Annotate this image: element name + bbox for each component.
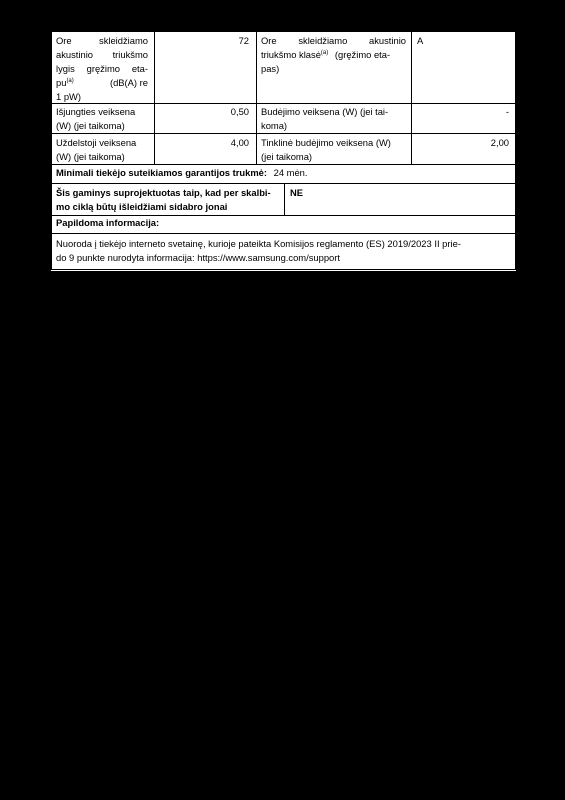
networked-standby-label: Tinklinė budėjimo veiksena (W)	[261, 137, 391, 148]
silver-ions-value: NE	[290, 187, 304, 198]
noise-level-label-line: lygis gręžimo eta-	[56, 63, 148, 74]
noise-level-label-line	[56, 76, 74, 90]
delay-start-label: Uždelstoji veiksena	[56, 137, 137, 148]
delay-start-label: (W) (jei taikoma)	[56, 151, 125, 162]
noise-class-label-line: Ore skleidžiamo akustinio	[261, 35, 406, 46]
noise-level-label-word: pu	[56, 77, 67, 88]
silver-ions-label: mo ciklą būtų išleidžiami sidabro jonai	[56, 201, 228, 212]
row-divider	[51, 133, 516, 134]
row-divider	[51, 103, 516, 104]
networked-standby-label: (jei taikoma)	[261, 151, 313, 162]
noise-level-value: 72	[238, 35, 249, 46]
info-table	[51, 31, 516, 271]
off-mode-label: (W) (jei taikoma)	[56, 120, 125, 131]
noise-level-label-line: Ore skleidžiamo	[56, 35, 148, 46]
table-border-top	[51, 31, 516, 32]
additional-info-text: Nuoroda į tiekėjo interneto svetainę, kurioje pateikta Komisijos reglamento (ES) 2019/2023 II prie-	[56, 238, 461, 249]
noise-level-label-line: akustinio triukšmo	[56, 49, 148, 60]
networked-standby-value: 2,00	[490, 137, 509, 148]
noise-level-unit: (dB(A) re	[109, 77, 148, 88]
noise-class-label-line: pas)	[261, 63, 280, 74]
table-border-left	[51, 31, 52, 270]
column-divider	[284, 183, 285, 215]
standby-mode-value: -	[505, 106, 509, 117]
column-divider	[154, 31, 155, 164]
additional-info-heading: Papildoma informacija:	[56, 217, 160, 228]
noise-level-label-line: 1 pW)	[56, 91, 82, 102]
warranty-label: Minimali tiekėjo suteikiamos garantijos trukmė:	[56, 167, 267, 178]
noise-class-value: A	[417, 35, 424, 46]
noise-class-label-text: triukšmo klasė	[261, 49, 321, 60]
off-mode-label: Išjungties veiksena	[56, 106, 136, 117]
row-divider	[51, 164, 516, 165]
standby-mode-label: Budėjimo veiksena (W) (jei tai-	[261, 106, 389, 117]
footnote-marker: (a)	[66, 77, 74, 84]
noise-class-label-text: (gręžimo eta-	[334, 49, 391, 60]
warranty-value: 24 mėn.	[273, 167, 308, 178]
noise-class-label-line	[261, 48, 406, 62]
table-border-right	[515, 31, 516, 270]
footnote-marker: (a)	[320, 49, 329, 56]
row-divider	[51, 233, 516, 234]
warranty-row	[56, 166, 307, 180]
column-divider	[256, 31, 257, 164]
additional-info-text: do 9 punkte nurodyta informacija: https://www.samsung.com/support	[56, 252, 340, 263]
standby-mode-label: koma)	[261, 120, 288, 131]
silver-ions-label: Šis gaminys suprojektuotas taip, kad per skalbi-	[56, 187, 271, 198]
off-mode-value: 0,50	[230, 106, 249, 117]
delay-start-value: 4,00	[230, 137, 249, 148]
column-divider	[411, 31, 412, 164]
table-border-bottom	[51, 269, 516, 270]
